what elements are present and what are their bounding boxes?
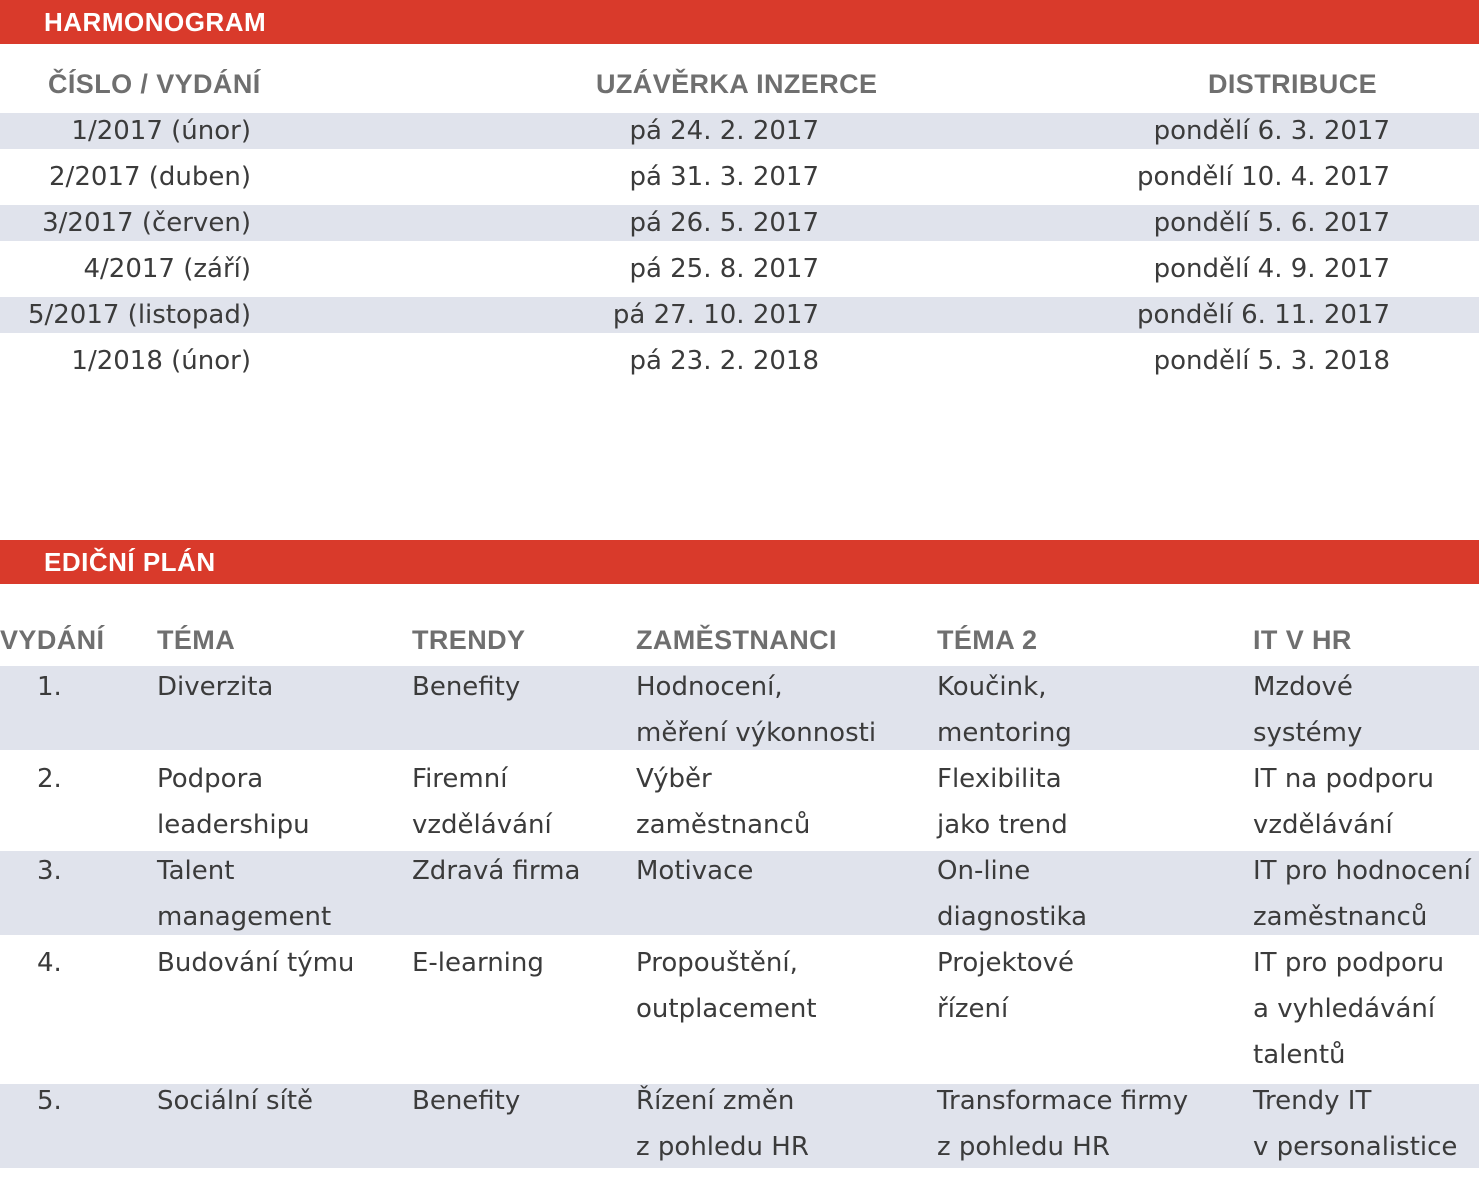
distribution-cell: pondělí 10. 4. 2017 [1137, 162, 1390, 192]
column-header-vydani: VYDÁNÍ [0, 625, 105, 655]
it-v-hr-cell: zaměstnanců [1253, 902, 1428, 932]
tema2-cell: jako trend [937, 810, 1068, 840]
it-v-hr-cell: systémy [1253, 718, 1363, 748]
distribution-cell: pondělí 5. 6. 2017 [1153, 208, 1390, 238]
deadline-cell: pá 26. 5. 2017 [629, 208, 819, 238]
column-header-tema: TÉMA [157, 625, 236, 655]
column-header-deadline: UZÁVĚRKA INZERCE [596, 69, 878, 99]
harmonogram-title: HARMONOGRAM [44, 7, 267, 37]
vydani-cell: 3. [37, 856, 62, 886]
tema2-cell: On-line [937, 856, 1031, 886]
tema2-cell: diagnostika [937, 902, 1088, 932]
it-v-hr-cell: vzdělávání [1253, 810, 1393, 840]
vydani-cell: 5. [37, 1086, 62, 1116]
tema2-cell: Transformace firmy [937, 1086, 1189, 1116]
zamestnanci-cell: Řízení změn [636, 1086, 795, 1116]
issue-cell: 4/2017 (září) [83, 254, 251, 284]
issue-cell: 1/2018 (únor) [71, 346, 251, 376]
distribution-cell: pondělí 5. 3. 2018 [1153, 346, 1390, 376]
tema2-cell: z pohledu HR [937, 1132, 1110, 1162]
tema-cell: Budování týmu [157, 948, 355, 978]
it-v-hr-cell: v personalistice [1253, 1132, 1458, 1162]
vydani-cell: 1. [37, 672, 62, 702]
vydani-cell: 2. [37, 764, 62, 794]
trendy-cell: Benefity [412, 672, 521, 702]
tema-cell: Podpora [157, 764, 264, 794]
trendy-cell: Firemní [412, 764, 508, 794]
zamestnanci-cell: outplacement [636, 994, 817, 1024]
deadline-cell: pá 25. 8. 2017 [629, 254, 819, 284]
zamestnanci-cell: Výběr [636, 764, 712, 794]
tema-cell: Talent [157, 856, 235, 886]
zamestnanci-cell: Hodnocení, [636, 672, 783, 702]
column-header-zamestnanci: ZAMĚSTNANCI [636, 625, 837, 655]
trendy-cell: Benefity [412, 1086, 521, 1116]
it-v-hr-cell: IT pro podporu [1253, 948, 1445, 978]
column-header-distribution: DISTRIBUCE [1208, 69, 1378, 99]
distribution-cell: pondělí 6. 3. 2017 [1153, 116, 1390, 146]
zamestnanci-cell: měření výkonnosti [636, 718, 877, 748]
it-v-hr-cell: IT pro hodnocení [1253, 856, 1471, 886]
issue-cell: 2/2017 (duben) [49, 162, 251, 192]
column-header-tema2: TÉMA 2 [937, 625, 1038, 655]
issue-cell: 1/2017 (únor) [71, 116, 251, 146]
edicni-plan-header-bar [0, 540, 1479, 584]
harmonogram-header-bar [0, 0, 1479, 44]
tema2-cell: řízení [937, 994, 1009, 1024]
it-v-hr-cell: IT na podporu [1253, 764, 1434, 794]
column-header-it-v-hr: IT V HR [1253, 625, 1352, 655]
zamestnanci-cell: zaměstnanců [636, 810, 811, 840]
it-v-hr-cell: a vyhledávání [1253, 994, 1436, 1024]
vydani-cell: 4. [37, 948, 62, 978]
deadline-cell: pá 23. 2. 2018 [629, 346, 819, 376]
column-header-issue: ČÍSLO / VYDÁNÍ [48, 69, 261, 99]
issue-cell: 5/2017 (listopad) [27, 300, 251, 330]
tema2-cell: mentoring [937, 718, 1072, 748]
distribution-cell: pondělí 6. 11. 2017 [1137, 300, 1390, 330]
tema2-cell: Koučink, [937, 672, 1047, 702]
trendy-cell: E-learning [412, 948, 544, 978]
it-v-hr-cell: talentů [1253, 1040, 1346, 1070]
trendy-cell: vzdělávání [412, 810, 552, 840]
issue-cell: 3/2017 (červen) [42, 208, 251, 238]
tema-cell: management [157, 902, 332, 932]
deadline-cell: pá 31. 3. 2017 [629, 162, 819, 192]
distribution-cell: pondělí 4. 9. 2017 [1153, 254, 1390, 284]
tema2-cell: Projektové [937, 948, 1075, 978]
it-v-hr-cell: Trendy IT [1253, 1086, 1372, 1116]
zamestnanci-cell: Propouštění, [636, 948, 798, 978]
trendy-cell: Zdravá firma [412, 856, 581, 886]
tema2-cell: Flexibilita [937, 764, 1062, 794]
column-header-trendy: TRENDY [412, 625, 526, 655]
deadline-cell: pá 27. 10. 2017 [612, 300, 819, 330]
zamestnanci-cell: z pohledu HR [636, 1132, 809, 1162]
tema-cell: leadershipu [157, 810, 310, 840]
tema-cell: Diverzita [157, 672, 274, 702]
tema-cell: Sociální sítě [157, 1086, 314, 1116]
zamestnanci-cell: Motivace [636, 856, 754, 886]
edicni-plan-title: EDIČNÍ PLÁN [44, 547, 216, 577]
it-v-hr-cell: Mzdové [1253, 672, 1353, 702]
deadline-cell: pá 24. 2. 2017 [629, 116, 819, 146]
